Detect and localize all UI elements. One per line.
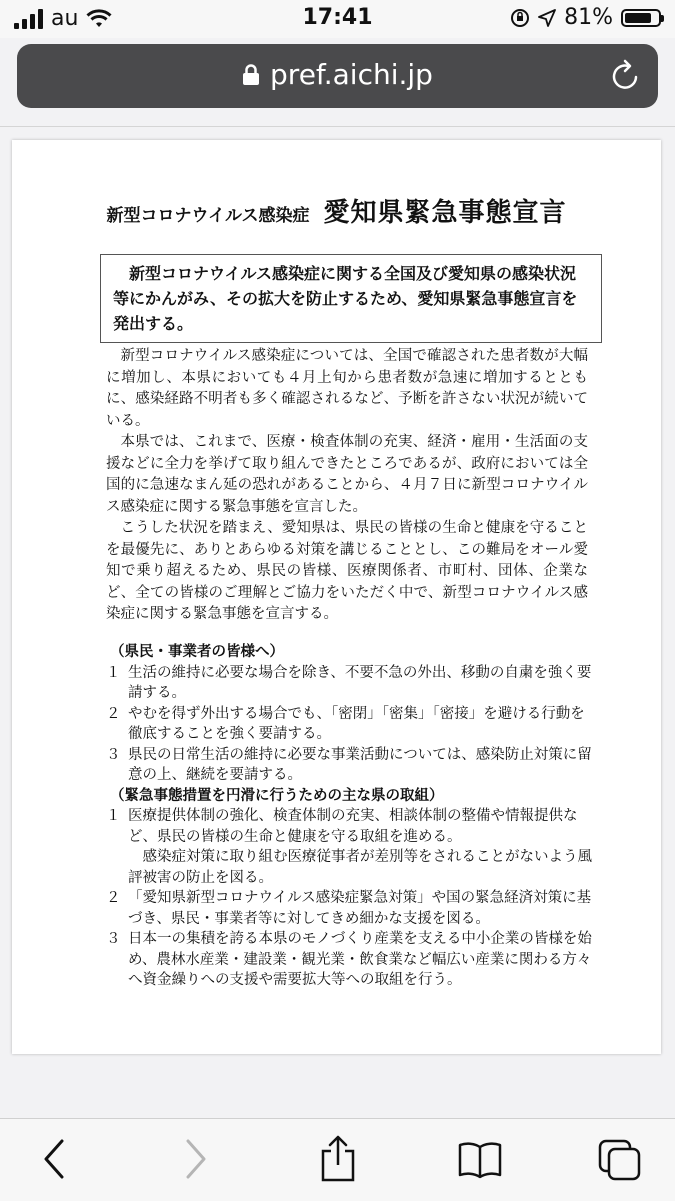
battery-icon bbox=[621, 9, 661, 27]
paragraph: 新型コロナウイルス感染症については、全国で確認された患者数が大幅に増加し、本県においても４月上旬から患者数が急速に増加するとともに、感染経路不明者も多く確認されるなど、予断を許さない状況が続いている。 bbox=[106, 348, 588, 429]
section-heading: （緊急事態措置を円滑に行うための主な県の取組） bbox=[110, 787, 444, 804]
list-item bbox=[106, 929, 596, 991]
forward-icon[interactable] bbox=[180, 1137, 210, 1181]
section-citizens bbox=[106, 642, 596, 991]
list-item bbox=[106, 704, 596, 745]
share-icon[interactable] bbox=[318, 1135, 358, 1183]
item-text: 生活の維持に必要な場合を除き、不要不急の外出、移動の自粛を強く要請する。 bbox=[128, 664, 592, 701]
orientation-lock-icon bbox=[510, 8, 530, 28]
item-number: ２ bbox=[106, 705, 121, 722]
back-icon[interactable] bbox=[40, 1137, 70, 1181]
item-number: ３ bbox=[106, 931, 121, 947]
document-page bbox=[12, 140, 661, 1054]
address-bar[interactable] bbox=[17, 44, 658, 108]
clock: 17:41 bbox=[302, 5, 373, 30]
item-text: 日本一の集積を誇る本県のモノづくり産業を支える中小企業の皆様を始め、農林水産業・建設業・観光業・飲食業など幅広い産業に関わる方々へ資金繰りへの支援や需要拡大等への取組を行う。 bbox=[128, 931, 592, 988]
summary-box bbox=[100, 254, 602, 343]
summary-text: 新型コロナウイルス感染症に関する全国及び愛知県の感染状況等にかんがみ、その拡大を防止するため、愛知県緊急事態宣言を発出する。 bbox=[113, 264, 578, 333]
document-title: 愛知県緊急事態宣言 bbox=[323, 198, 567, 228]
tabs-icon[interactable] bbox=[598, 1139, 642, 1181]
battery-fill bbox=[625, 13, 651, 23]
document-body bbox=[106, 346, 588, 626]
list-item bbox=[106, 745, 596, 786]
carrier-label: au bbox=[51, 6, 79, 31]
list-item bbox=[106, 806, 596, 888]
item-number: ２ bbox=[106, 890, 121, 906]
battery-percent: 81% bbox=[564, 5, 613, 30]
url-text[interactable]: pref.aichi.jp bbox=[270, 58, 433, 91]
list-item bbox=[106, 888, 596, 929]
toolbar-divider bbox=[0, 126, 675, 127]
location-icon bbox=[538, 9, 556, 27]
paragraph: こうした状況を踏まえ、愛知県は、県民の皆様の生命と健康を守ることを最優先に、ありとあらゆる対策を講じることとし、この難局をオール愛知で乗り超えるため、県民の皆様、医療関係者、市町村、団体、企業など、全ての皆様のご理解とご協力をいただく中で、新型コロナウイルス感染症に関する緊急事態を宣言する。 bbox=[106, 520, 588, 622]
paragraph: 本県では、これまで、医療・検査体制の充実、経済・雇用・生活面の支援などに全力を挙げて取り組んできたところであるが、政府においては全国的に急速なまん延の恐れがあることから、４月７日に新型コロナウイルス感染症に関する緊急事態を宣言した。 bbox=[106, 434, 588, 515]
item-text: 県民の日常生活の維持に必要な事業活動については、感染防止対策に留意の上、継続を要請する。 bbox=[128, 746, 592, 783]
item-text-block bbox=[128, 806, 596, 888]
item-text: 医療提供体制の強化、検査体制の充実、相談体制の整備や情報提供など、県民の皆様の生命と健康を守る取組を進める。 bbox=[128, 808, 578, 845]
item-number: １ bbox=[106, 808, 121, 824]
document-subtitle: 新型コロナウイルス感染症 bbox=[106, 206, 310, 226]
list-item bbox=[106, 663, 596, 704]
document-title-row bbox=[12, 192, 661, 229]
item-text: 「愛知県新型コロナウイルス感染症緊急対策」や国の緊急経済対策に基づき、県民・事業者等に対してきめ細かな支援を図る。 bbox=[128, 890, 592, 927]
item-text: やむを得ず外出する場合でも、「密閉」「密集」「密接」を避ける行動を徹底することを強く要請する。 bbox=[128, 705, 585, 742]
item-number: ３ bbox=[106, 746, 121, 763]
status-bar bbox=[0, 0, 675, 38]
bookmarks-icon[interactable] bbox=[458, 1141, 502, 1179]
reload-icon[interactable] bbox=[610, 58, 642, 92]
lock-icon bbox=[242, 64, 260, 86]
section-heading: （県民・事業者の皆様へ） bbox=[110, 644, 284, 660]
item-extra-text: 感染症対策に取り組む医療従事者が差別等をされることがないよう風評被害の防止を図る。 bbox=[128, 849, 592, 886]
item-number: １ bbox=[106, 664, 121, 681]
browser-toolbar bbox=[0, 1118, 675, 1201]
